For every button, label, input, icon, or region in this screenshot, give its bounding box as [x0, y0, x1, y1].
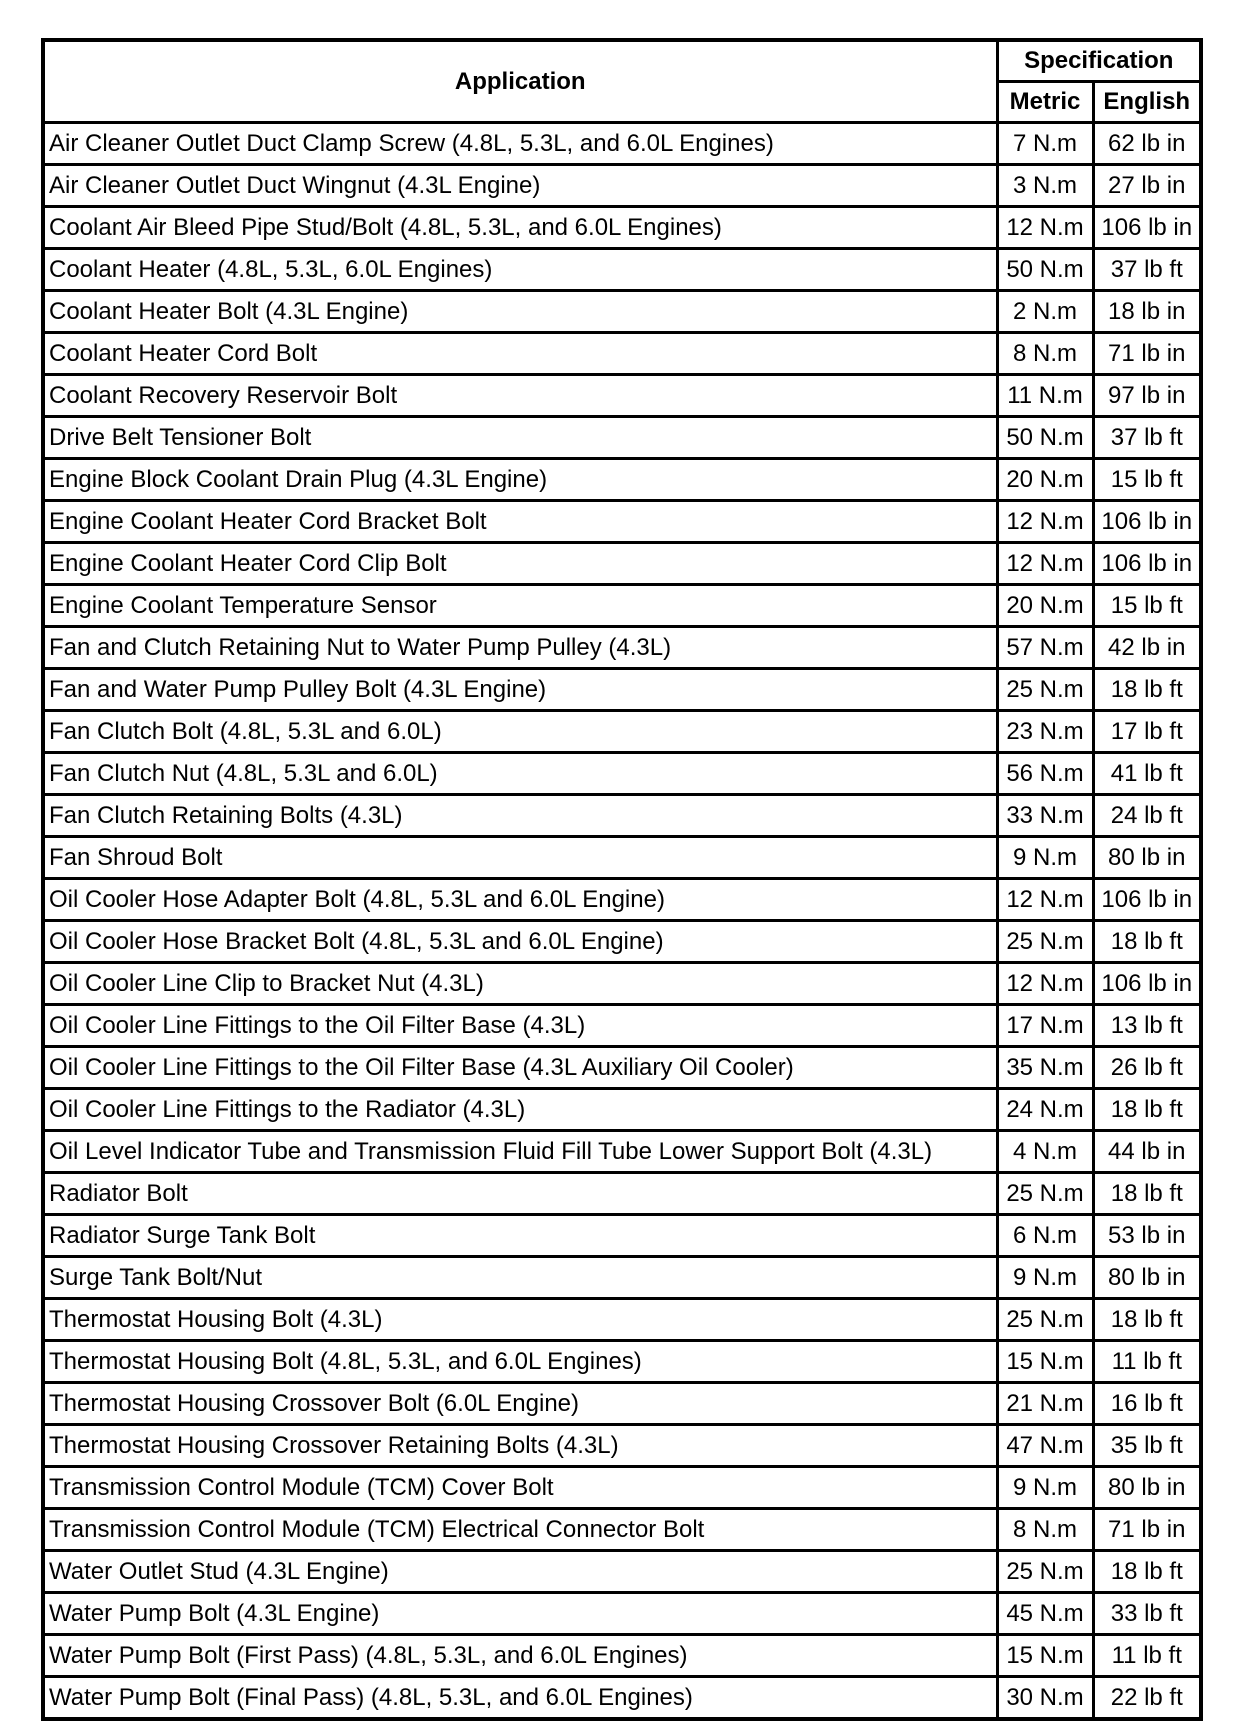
application-header: Application — [43, 40, 997, 123]
application-cell: Water Pump Bolt (Final Pass) (4.8L, 5.3L, and 6.0L Engines) — [43, 1677, 997, 1720]
english-cell: 37 lb ft — [1093, 417, 1201, 459]
english-cell: 106 lb in — [1093, 879, 1201, 921]
table-row — [43, 459, 1201, 501]
english-cell: 97 lb in — [1093, 375, 1201, 417]
english-cell: 106 lb in — [1093, 501, 1201, 543]
application-cell: Transmission Control Module (TCM) Cover Bolt — [43, 1467, 997, 1509]
metric-cell: 8 N.m — [997, 333, 1093, 375]
metric-cell: 21 N.m — [997, 1383, 1093, 1425]
table-row — [43, 585, 1201, 627]
metric-cell: 25 N.m — [997, 921, 1093, 963]
table-row — [43, 1593, 1201, 1635]
metric-cell: 50 N.m — [997, 417, 1093, 459]
english-cell: 42 lb in — [1093, 627, 1201, 669]
table-row — [43, 1173, 1201, 1215]
table-row — [43, 1551, 1201, 1593]
metric-cell: 20 N.m — [997, 585, 1093, 627]
table-row — [43, 1635, 1201, 1677]
table-row — [43, 207, 1201, 249]
english-cell: 80 lb in — [1093, 1257, 1201, 1299]
metric-cell: 9 N.m — [997, 1257, 1093, 1299]
application-cell: Oil Cooler Line Fittings to the Oil Filter Base (4.3L Auxiliary Oil Cooler) — [43, 1047, 997, 1089]
table-row — [43, 921, 1201, 963]
english-cell: 62 lb in — [1093, 123, 1201, 165]
table-row — [43, 963, 1201, 1005]
english-cell: 22 lb ft — [1093, 1677, 1201, 1720]
metric-cell: 3 N.m — [997, 165, 1093, 207]
table-row — [43, 669, 1201, 711]
table-row — [43, 837, 1201, 879]
english-cell: 18 lb ft — [1093, 669, 1201, 711]
english-cell: 80 lb in — [1093, 837, 1201, 879]
metric-cell: 9 N.m — [997, 837, 1093, 879]
table-body — [43, 123, 1201, 1720]
application-cell: Radiator Surge Tank Bolt — [43, 1215, 997, 1257]
metric-cell: 11 N.m — [997, 375, 1093, 417]
table-row — [43, 249, 1201, 291]
metric-cell: 56 N.m — [997, 753, 1093, 795]
application-cell: Fan Shroud Bolt — [43, 837, 997, 879]
application-cell: Oil Cooler Line Fittings to the Oil Filter Base (4.3L) — [43, 1005, 997, 1047]
application-cell: Thermostat Housing Crossover Bolt (6.0L Engine) — [43, 1383, 997, 1425]
metric-cell: 30 N.m — [997, 1677, 1093, 1720]
table-row — [43, 333, 1201, 375]
application-cell: Fan and Clutch Retaining Nut to Water Pump Pulley (4.3L) — [43, 627, 997, 669]
application-cell: Oil Level Indicator Tube and Transmission Fluid Fill Tube Lower Support Bolt (4.3L) — [43, 1131, 997, 1173]
english-cell: 17 lb ft — [1093, 711, 1201, 753]
torque-spec-table — [41, 38, 1203, 1721]
metric-cell: 4 N.m — [997, 1131, 1093, 1173]
metric-cell: 45 N.m — [997, 1593, 1093, 1635]
table-row — [43, 1677, 1201, 1720]
table-row — [43, 501, 1201, 543]
application-cell: Drive Belt Tensioner Bolt — [43, 417, 997, 459]
specification-header: Specification — [997, 40, 1201, 82]
application-cell: Oil Cooler Line Fittings to the Radiator (4.3L) — [43, 1089, 997, 1131]
english-header: English — [1093, 82, 1201, 123]
metric-cell: 24 N.m — [997, 1089, 1093, 1131]
english-cell: 24 lb ft — [1093, 795, 1201, 837]
english-cell: 18 lb ft — [1093, 921, 1201, 963]
table-row — [43, 291, 1201, 333]
english-cell: 11 lb ft — [1093, 1341, 1201, 1383]
english-cell: 53 lb in — [1093, 1215, 1201, 1257]
table-row — [43, 627, 1201, 669]
table-row — [43, 795, 1201, 837]
english-cell: 106 lb in — [1093, 543, 1201, 585]
english-cell: 26 lb ft — [1093, 1047, 1201, 1089]
metric-cell: 25 N.m — [997, 1551, 1093, 1593]
application-cell: Engine Coolant Temperature Sensor — [43, 585, 997, 627]
english-cell: 80 lb in — [1093, 1467, 1201, 1509]
english-cell: 71 lb in — [1093, 333, 1201, 375]
table-row — [43, 1257, 1201, 1299]
english-cell: 71 lb in — [1093, 1509, 1201, 1551]
application-cell: Fan Clutch Retaining Bolts (4.3L) — [43, 795, 997, 837]
table-row — [43, 543, 1201, 585]
application-cell: Air Cleaner Outlet Duct Wingnut (4.3L Engine) — [43, 165, 997, 207]
metric-cell: 57 N.m — [997, 627, 1093, 669]
table-row — [43, 123, 1201, 165]
english-cell: 106 lb in — [1093, 963, 1201, 1005]
application-cell: Engine Block Coolant Drain Plug (4.3L Engine) — [43, 459, 997, 501]
metric-cell: 12 N.m — [997, 879, 1093, 921]
application-cell: Radiator Bolt — [43, 1173, 997, 1215]
english-cell: 33 lb ft — [1093, 1593, 1201, 1635]
application-cell: Coolant Heater (4.8L, 5.3L, 6.0L Engines) — [43, 249, 997, 291]
english-cell: 18 lb in — [1093, 291, 1201, 333]
table-row — [43, 1047, 1201, 1089]
table-row — [43, 1089, 1201, 1131]
application-cell: Water Outlet Stud (4.3L Engine) — [43, 1551, 997, 1593]
table-row — [43, 1215, 1201, 1257]
application-cell: Oil Cooler Hose Bracket Bolt (4.8L, 5.3L and 6.0L Engine) — [43, 921, 997, 963]
english-cell: 106 lb in — [1093, 207, 1201, 249]
english-cell: 35 lb ft — [1093, 1425, 1201, 1467]
table-row — [43, 1383, 1201, 1425]
english-cell: 15 lb ft — [1093, 459, 1201, 501]
metric-cell: 25 N.m — [997, 1173, 1093, 1215]
english-cell: 13 lb ft — [1093, 1005, 1201, 1047]
metric-cell: 33 N.m — [997, 795, 1093, 837]
application-cell: Thermostat Housing Bolt (4.3L) — [43, 1299, 997, 1341]
english-cell: 18 lb ft — [1093, 1299, 1201, 1341]
metric-cell: 8 N.m — [997, 1509, 1093, 1551]
header-row-top — [43, 40, 1201, 82]
application-cell: Water Pump Bolt (First Pass) (4.8L, 5.3L, and 6.0L Engines) — [43, 1635, 997, 1677]
application-cell: Fan and Water Pump Pulley Bolt (4.3L Engine) — [43, 669, 997, 711]
application-cell: Engine Coolant Heater Cord Bracket Bolt — [43, 501, 997, 543]
metric-cell: 2 N.m — [997, 291, 1093, 333]
application-cell: Water Pump Bolt (4.3L Engine) — [43, 1593, 997, 1635]
application-cell: Oil Cooler Line Clip to Bracket Nut (4.3L) — [43, 963, 997, 1005]
application-cell: Transmission Control Module (TCM) Electrical Connector Bolt — [43, 1509, 997, 1551]
metric-cell: 35 N.m — [997, 1047, 1093, 1089]
english-cell: 41 lb ft — [1093, 753, 1201, 795]
table-row — [43, 417, 1201, 459]
english-cell: 44 lb in — [1093, 1131, 1201, 1173]
table-row — [43, 753, 1201, 795]
application-cell: Coolant Recovery Reservoir Bolt — [43, 375, 997, 417]
application-cell: Engine Coolant Heater Cord Clip Bolt — [43, 543, 997, 585]
english-cell: 15 lb ft — [1093, 585, 1201, 627]
table-row — [43, 1425, 1201, 1467]
application-cell: Air Cleaner Outlet Duct Clamp Screw (4.8L, 5.3L, and 6.0L Engines) — [43, 123, 997, 165]
metric-cell: 7 N.m — [997, 123, 1093, 165]
table-row — [43, 1005, 1201, 1047]
metric-cell: 6 N.m — [997, 1215, 1093, 1257]
application-cell: Coolant Heater Cord Bolt — [43, 333, 997, 375]
table-row — [43, 1131, 1201, 1173]
application-cell: Oil Cooler Hose Adapter Bolt (4.8L, 5.3L and 6.0L Engine) — [43, 879, 997, 921]
application-cell: Fan Clutch Nut (4.8L, 5.3L and 6.0L) — [43, 753, 997, 795]
english-cell: 18 lb ft — [1093, 1551, 1201, 1593]
table-row — [43, 1299, 1201, 1341]
english-cell: 16 lb ft — [1093, 1383, 1201, 1425]
table-row — [43, 1467, 1201, 1509]
metric-cell: 15 N.m — [997, 1341, 1093, 1383]
metric-cell: 47 N.m — [997, 1425, 1093, 1467]
table-row — [43, 711, 1201, 753]
table-row — [43, 1509, 1201, 1551]
english-cell: 27 lb in — [1093, 165, 1201, 207]
application-cell: Thermostat Housing Crossover Retaining Bolts (4.3L) — [43, 1425, 997, 1467]
metric-cell: 17 N.m — [997, 1005, 1093, 1047]
application-cell: Coolant Air Bleed Pipe Stud/Bolt (4.8L, 5.3L, and 6.0L Engines) — [43, 207, 997, 249]
metric-cell: 15 N.m — [997, 1635, 1093, 1677]
table-row — [43, 879, 1201, 921]
metric-cell: 12 N.m — [997, 207, 1093, 249]
application-cell: Surge Tank Bolt/Nut — [43, 1257, 997, 1299]
english-cell: 37 lb ft — [1093, 249, 1201, 291]
metric-cell: 12 N.m — [997, 501, 1093, 543]
application-cell: Coolant Heater Bolt (4.3L Engine) — [43, 291, 997, 333]
table-row — [43, 165, 1201, 207]
metric-cell: 23 N.m — [997, 711, 1093, 753]
metric-cell: 12 N.m — [997, 963, 1093, 1005]
english-cell: 18 lb ft — [1093, 1089, 1201, 1131]
application-cell: Thermostat Housing Bolt (4.8L, 5.3L, and 6.0L Engines) — [43, 1341, 997, 1383]
english-cell: 11 lb ft — [1093, 1635, 1201, 1677]
metric-cell: 9 N.m — [997, 1467, 1093, 1509]
metric-cell: 12 N.m — [997, 543, 1093, 585]
english-cell: 18 lb ft — [1093, 1173, 1201, 1215]
metric-cell: 50 N.m — [997, 249, 1093, 291]
table-row — [43, 375, 1201, 417]
table-row — [43, 1341, 1201, 1383]
metric-cell: 20 N.m — [997, 459, 1093, 501]
metric-cell: 25 N.m — [997, 669, 1093, 711]
metric-header: Metric — [997, 82, 1093, 123]
application-cell: Fan Clutch Bolt (4.8L, 5.3L and 6.0L) — [43, 711, 997, 753]
metric-cell: 25 N.m — [997, 1299, 1093, 1341]
